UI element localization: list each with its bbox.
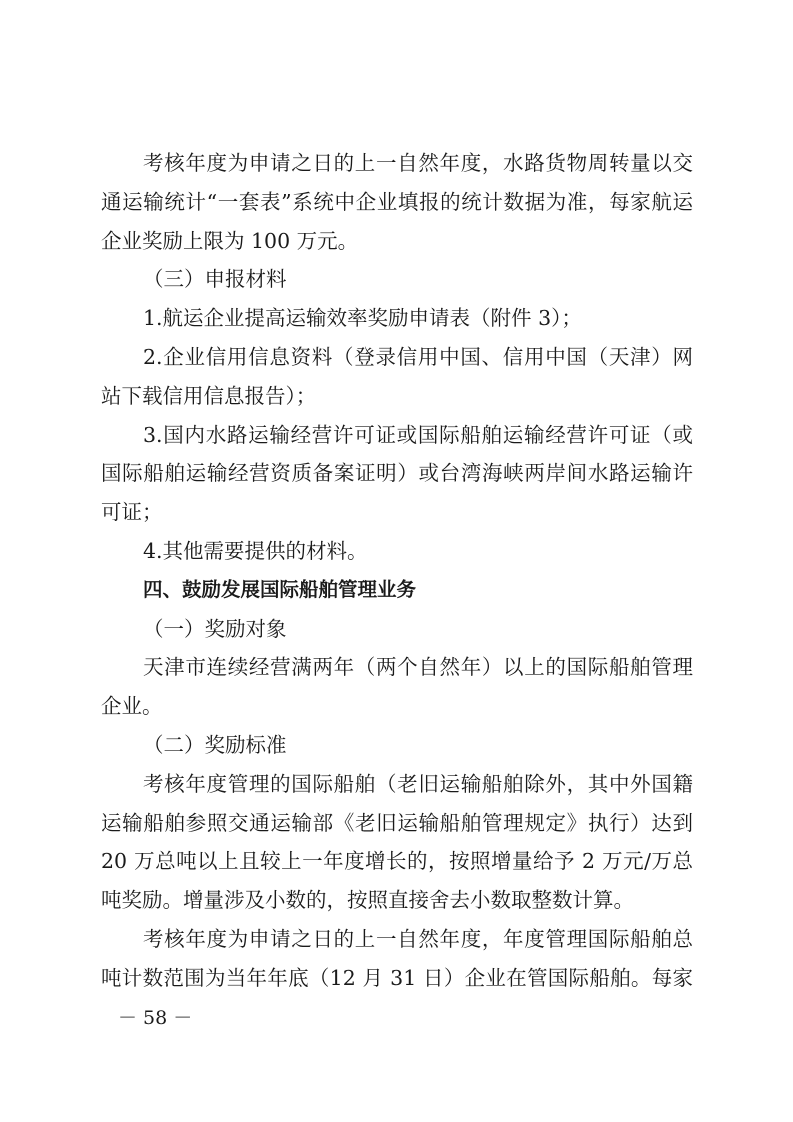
subsection-heading: （一）奖励对象 bbox=[143, 616, 287, 641]
list-item: 3.国内水路运输经营许可证或国际船舶运输经营许可证（或 bbox=[143, 422, 693, 447]
page-number: － 58 － bbox=[118, 1007, 193, 1029]
list-item: 1.航运企业提高运输效率奖励申请表（附件 3）； bbox=[143, 306, 582, 331]
paragraph-line: 吨计数范围为当年年底（12 月 31 日）企业在管国际船舶。每家 bbox=[101, 965, 693, 990]
paragraph-line: 考核年度管理的国际船舶（老旧运输船舶除外，其中外国籍 bbox=[143, 771, 693, 796]
list-item: 2.企业信用信息资料（登录信用中国、信用中国（天津）网 bbox=[143, 344, 693, 369]
list-item-continuation: 站下载信用信息报告）； bbox=[101, 383, 317, 408]
paragraph-line: 通运输统计“一套表”系统中企业填报的统计数据为准，每家航运 bbox=[101, 189, 693, 214]
subsection-heading: （三）申报材料 bbox=[143, 267, 287, 292]
paragraph-line: 考核年度为申请之日的上一自然年度，水路货物周转量以交 bbox=[143, 151, 693, 175]
list-item-continuation: 国际船舶运输经营资质备案证明）或台湾海峡两岸间水路运输许 bbox=[101, 461, 693, 486]
list-item: 4.其他需要提供的材料。 bbox=[143, 538, 368, 563]
list-item-continuation: 可证； bbox=[101, 500, 163, 525]
document-body bbox=[101, 144, 693, 998]
paragraph-line: 吨奖励。增量涉及小数的，按照直接舍去小数取整数计算。 bbox=[101, 888, 634, 913]
paragraph-line: 20 万总吨以上且较上一年度增长的，按照增量给予 2 万元/万总 bbox=[101, 849, 693, 874]
paragraph-line: 考核年度为申请之日的上一自然年度，年度管理国际船舶总 bbox=[143, 926, 693, 951]
subsection-heading: （二）奖励标准 bbox=[143, 732, 287, 757]
section-heading: 四、鼓励发展国际船舶管理业务 bbox=[143, 577, 417, 601]
paragraph-line: 天津市连续经营满两年（两个自然年）以上的国际船舶管理 bbox=[143, 655, 693, 680]
paragraph-line: 运输船舶参照交通运输部《老旧运输船舶管理规定》执行）达到 bbox=[101, 810, 693, 835]
paragraph-line: 企业奖励上限为 100 万元。 bbox=[101, 228, 359, 253]
paragraph-line: 企业。 bbox=[101, 694, 163, 719]
